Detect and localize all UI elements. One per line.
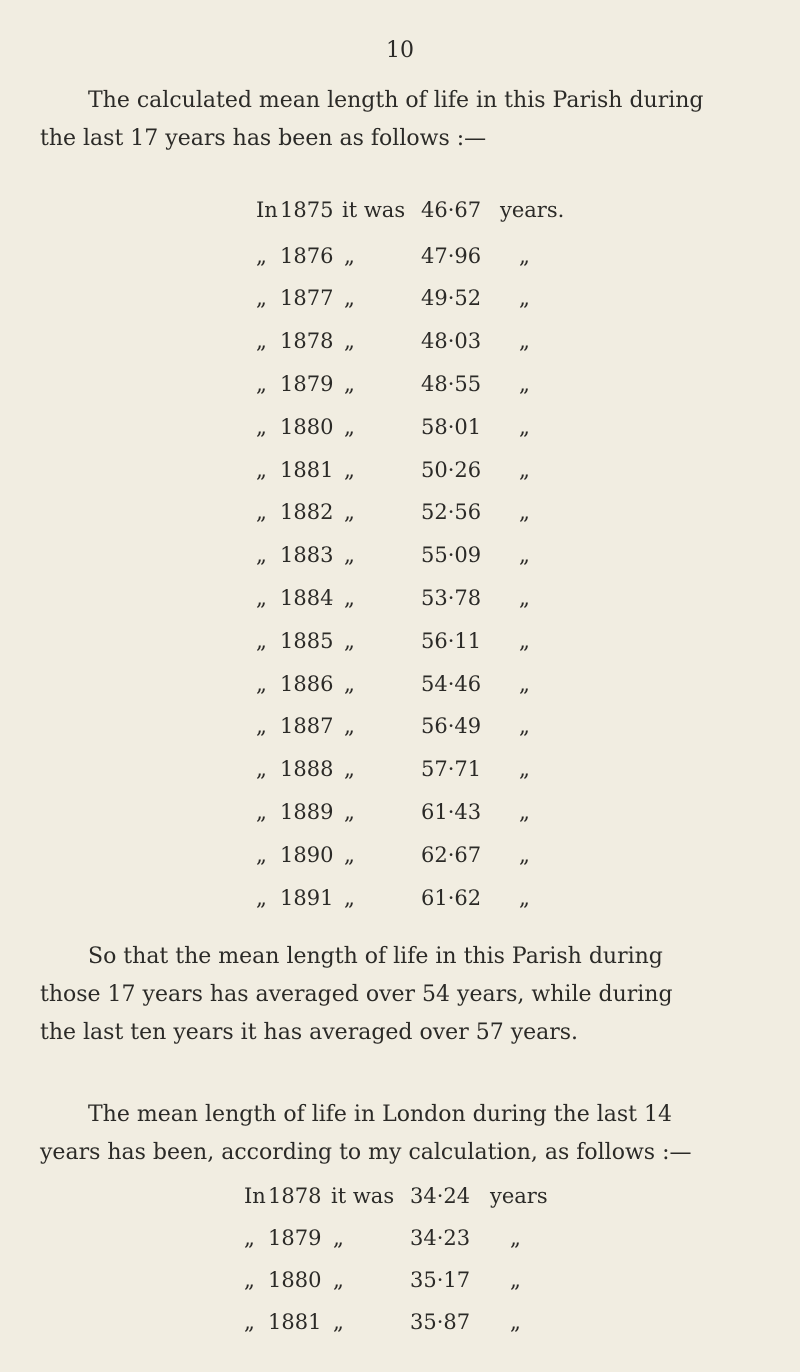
page-number: 10 <box>386 38 414 63</box>
intro-paragraph <box>40 82 760 158</box>
row-value: 55·09 <box>421 543 482 568</box>
ditto-mark: „ <box>333 1226 344 1250</box>
ditto-mark: „ <box>256 585 267 610</box>
row-value: 35·17 <box>410 1268 471 1292</box>
ditto-mark: „ <box>256 714 267 739</box>
row-value: 53·78 <box>421 585 482 610</box>
row-year: 1883 <box>280 543 334 568</box>
paragraph-line: the last ten years it has averaged over 57 years. <box>40 1020 579 1045</box>
row-value: 48·03 <box>421 329 482 354</box>
ditto-mark: „ <box>519 500 530 525</box>
row-year: 1886 <box>280 671 334 696</box>
ditto-mark: „ <box>510 1226 521 1250</box>
ditto-mark: „ <box>344 500 355 525</box>
ditto-mark: „ <box>344 286 355 311</box>
row-year: 1891 <box>280 885 334 910</box>
ditto-mark: „ <box>344 799 355 824</box>
ditto-mark: „ <box>344 885 355 910</box>
row-value: 46·67 <box>421 198 482 222</box>
row-it-was: it was <box>331 1184 395 1208</box>
table-row <box>0 329 800 369</box>
ditto-mark: „ <box>510 1268 521 1292</box>
table-row <box>0 1310 800 1350</box>
row-year: 1876 <box>280 243 334 268</box>
table-row <box>0 843 800 883</box>
row-value: 50·26 <box>421 457 482 482</box>
row-value: 57·71 <box>421 757 482 782</box>
ditto-mark: „ <box>519 799 530 824</box>
paragraph-line: The mean length of life in London during the last 14 <box>88 1102 672 1127</box>
paragraph-line: The calculated mean length of life in this Parish during <box>88 88 704 113</box>
paragraph-line: those 17 years has averaged over 54 years, while during <box>40 982 673 1007</box>
row-value: 61·43 <box>421 799 482 824</box>
row-year: 1887 <box>280 714 334 739</box>
ditto-mark: „ <box>344 585 355 610</box>
row-year: 1884 <box>280 585 334 610</box>
row-it-was: it was <box>342 198 406 222</box>
row-year: 1877 <box>280 286 334 311</box>
table-row <box>0 543 800 583</box>
table-row <box>0 629 800 669</box>
row-year: 1879 <box>268 1226 322 1250</box>
paragraph-line: the last 17 years has been as follows :— <box>40 126 487 151</box>
ditto-mark: „ <box>256 286 267 311</box>
table-row <box>0 500 800 540</box>
table-row <box>0 886 800 926</box>
ditto-mark: „ <box>519 371 530 396</box>
row-year: 1878 <box>268 1184 322 1208</box>
ditto-mark: „ <box>344 543 355 568</box>
ditto-mark: „ <box>344 414 355 439</box>
ditto-mark: „ <box>244 1226 255 1250</box>
row-year: 1879 <box>280 371 334 396</box>
table-row <box>0 415 800 455</box>
row-value: 56·11 <box>421 628 482 653</box>
table-row <box>0 672 800 712</box>
table-row <box>0 244 800 284</box>
row-value: 34·23 <box>410 1226 471 1250</box>
row-value: 61·62 <box>421 885 482 910</box>
ditto-mark: „ <box>344 628 355 653</box>
ditto-mark: „ <box>510 1310 521 1334</box>
paragraph-line: So that the mean length of life in this Parish during <box>88 944 663 969</box>
ditto-mark: „ <box>244 1268 255 1292</box>
ditto-mark: „ <box>344 329 355 354</box>
ditto-mark: „ <box>519 714 530 739</box>
row-unit: years. <box>500 198 565 222</box>
summary-paragraph <box>40 938 760 1052</box>
row-value: 58·01 <box>421 414 482 439</box>
table-row <box>0 1268 800 1308</box>
ditto-mark: „ <box>256 457 267 482</box>
table-row <box>0 1226 800 1266</box>
table-row <box>0 586 800 626</box>
ditto-mark: „ <box>519 414 530 439</box>
ditto-mark: „ <box>256 757 267 782</box>
ditto-mark: „ <box>256 500 267 525</box>
ditto-mark: „ <box>256 243 267 268</box>
ditto-mark: „ <box>256 885 267 910</box>
ditto-mark: „ <box>256 543 267 568</box>
ditto-mark: „ <box>519 457 530 482</box>
table-row <box>0 372 800 412</box>
ditto-mark: „ <box>519 585 530 610</box>
row-year: 1881 <box>268 1310 322 1334</box>
london-paragraph <box>40 1096 760 1172</box>
ditto-mark: „ <box>256 371 267 396</box>
paragraph-line: years has been, according to my calculation, as follows :— <box>40 1140 692 1165</box>
ditto-mark: „ <box>519 885 530 910</box>
ditto-mark: „ <box>519 757 530 782</box>
ditto-mark: „ <box>344 371 355 396</box>
row-year: 1885 <box>280 628 334 653</box>
table-row <box>0 286 800 326</box>
ditto-mark: „ <box>344 714 355 739</box>
ditto-mark: „ <box>333 1310 344 1334</box>
ditto-mark: „ <box>344 757 355 782</box>
row-year: 1890 <box>280 842 334 867</box>
ditto-mark: „ <box>519 286 530 311</box>
ditto-mark: „ <box>344 842 355 867</box>
ditto-mark: „ <box>519 329 530 354</box>
table-header-row <box>0 198 800 238</box>
ditto-mark: „ <box>256 329 267 354</box>
table-row <box>0 458 800 498</box>
ditto-mark: „ <box>519 671 530 696</box>
row-value: 47·96 <box>421 243 482 268</box>
ditto-mark: „ <box>256 799 267 824</box>
ditto-mark: „ <box>256 414 267 439</box>
row-unit: years <box>490 1184 548 1208</box>
table-row <box>0 800 800 840</box>
row-value: 48·55 <box>421 371 482 396</box>
table-row <box>0 714 800 754</box>
row-prefix: In <box>244 1184 266 1208</box>
row-value: 34·24 <box>410 1184 471 1208</box>
ditto-mark: „ <box>333 1268 344 1292</box>
row-year: 1880 <box>280 414 334 439</box>
ditto-mark: „ <box>344 671 355 696</box>
table-row <box>0 757 800 797</box>
ditto-mark: „ <box>244 1310 255 1334</box>
row-value: 62·67 <box>421 842 482 867</box>
ditto-mark: „ <box>344 243 355 268</box>
ditto-mark: „ <box>519 842 530 867</box>
row-year: 1880 <box>268 1268 322 1292</box>
ditto-mark: „ <box>519 243 530 268</box>
row-year: 1881 <box>280 457 334 482</box>
row-value: 35·87 <box>410 1310 471 1334</box>
row-year: 1882 <box>280 500 334 525</box>
ditto-mark: „ <box>256 671 267 696</box>
table-header-row <box>0 1184 800 1224</box>
row-value: 56·49 <box>421 714 482 739</box>
row-prefix: In <box>256 198 278 222</box>
ditto-mark: „ <box>344 457 355 482</box>
row-year: 1889 <box>280 799 334 824</box>
ditto-mark: „ <box>519 543 530 568</box>
ditto-mark: „ <box>256 628 267 653</box>
row-year: 1875 <box>280 198 334 222</box>
row-value: 52·56 <box>421 500 482 525</box>
row-year: 1878 <box>280 329 334 354</box>
ditto-mark: „ <box>256 842 267 867</box>
row-value: 54·46 <box>421 671 482 696</box>
ditto-mark: „ <box>519 628 530 653</box>
row-year: 1888 <box>280 757 334 782</box>
row-value: 49·52 <box>421 286 482 311</box>
